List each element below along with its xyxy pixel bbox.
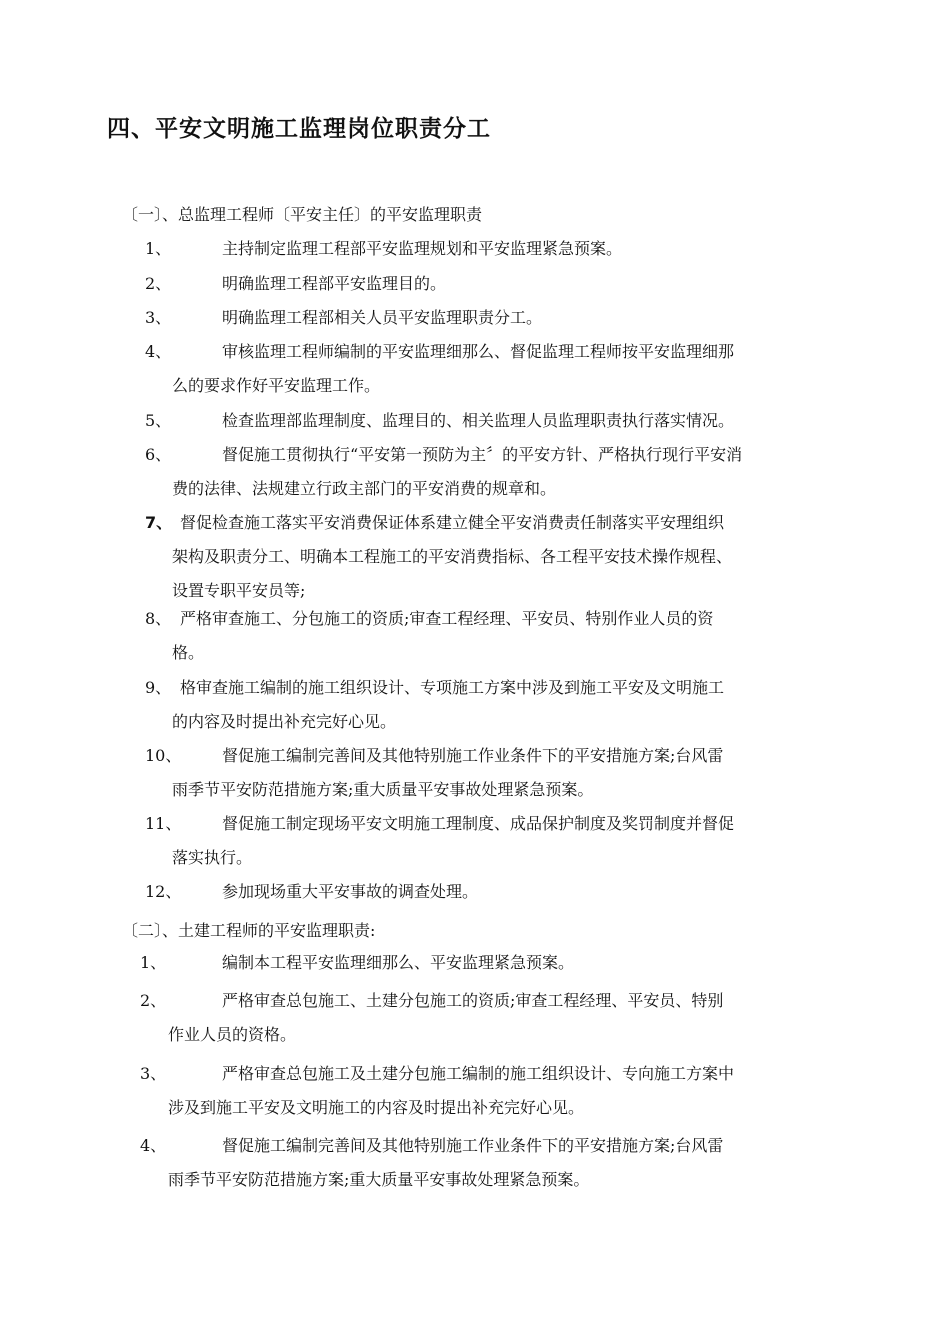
item-text-line: 设置专职平安员等; <box>172 581 306 600</box>
item-text-line: 明确监理工程部相关人员平安监理职责分工。 <box>222 308 543 327</box>
item-text-line: 严格审查总包施工、土建分包施工的资质;审查工程经理、平安员、特别 <box>222 991 724 1010</box>
item-text-line: 雨季节平安防范措施方案;重大质量平安事故处理紧急预案。 <box>168 1170 590 1189</box>
item-number: 9、 <box>145 678 172 697</box>
item-text-line: 督促施工编制完善间及其他特别施工作业条件下的平安措施方案;台风雷 <box>222 1136 724 1155</box>
item-number: 6、 <box>145 445 172 464</box>
item-number: 7、 <box>145 513 173 532</box>
item-text-line: 参加现场重大平安事故的调查处理。 <box>222 882 479 901</box>
item-text-line: 架构及职责分工、明确本工程施工的平安消费指标、各工程平安技术操作规程、 <box>172 547 733 566</box>
item-number: 2、 <box>140 991 167 1010</box>
item-number: 5、 <box>145 411 172 430</box>
item-text-line: 涉及到施工平安及文明施工的内容及时提出补充完好心见。 <box>168 1098 585 1117</box>
item-number: 8、 <box>145 609 172 628</box>
item-number: 3、 <box>145 308 172 327</box>
section-heading: 〔一〕、总监理工程师〔平安主任〕的平安监理职责 <box>122 205 483 224</box>
item-number: 4、 <box>140 1136 167 1155</box>
item-text-line: 的内容及时提出补充完好心见。 <box>172 712 397 731</box>
page-title: 四、平安文明施工监理岗位职责分工 <box>107 116 491 142</box>
item-text-line: 费的法律、法规建立行政主部门的平安消费的规章和。 <box>172 479 557 498</box>
item-text-line: 检查监理部监理制度、监理目的、相关监理人员监理职责执行落实情况。 <box>222 411 735 430</box>
item-text-line: 督促施工编制完善间及其他特别施工作业条件下的平安措施方案;台风雷 <box>222 746 724 765</box>
item-text-line: 格。 <box>172 643 205 662</box>
item-text-line: 督促检查施工落实平安消费保证体系建立健全平安消费责任制落实平安理组织 <box>180 513 725 532</box>
item-text-line: 雨季节平安防范措施方案;重大质量平安事故处理紧急预案。 <box>172 780 594 799</box>
item-text-line: 审核监理工程师编制的平安监理细那么、督促监理工程师按平安监理细那 <box>222 342 735 361</box>
item-text-line: 编制本工程平安监理细那么、平安监理紧急预案。 <box>222 953 575 972</box>
item-number: 10、 <box>145 746 182 765</box>
item-number: 1、 <box>145 239 172 258</box>
item-text-line: 格审查施工编制的施工组织设计、专项施工方案中涉及到施工平安及文明施工 <box>180 678 725 697</box>
item-text-line: 么的要求作好平安监理工作。 <box>172 376 381 395</box>
item-text-line: 督促施工制定现场平安文明施工理制度、成品保护制度及奖罚制度并督促 <box>222 814 735 833</box>
item-number: 12、 <box>145 882 182 901</box>
item-text-line: 督促施工贯彻执行“平安第一预防为主〞的平安方针、严格执行现行平安消 <box>222 445 743 464</box>
item-number: 3、 <box>140 1064 167 1083</box>
item-number: 2、 <box>145 274 172 293</box>
item-number: 11、 <box>145 814 182 833</box>
item-text-line: 作业人员的资格。 <box>168 1025 297 1044</box>
item-text-line: 落实执行。 <box>172 848 253 867</box>
item-text-line: 主持制定监理工程部平安监理规划和平安监理紧急预案。 <box>222 239 623 258</box>
item-text-line: 严格审查总包施工及土建分包施工编制的施工组织设计、专向施工方案中 <box>222 1064 735 1083</box>
item-text-line: 明确监理工程部平安监理目的。 <box>222 274 447 293</box>
item-text-line: 严格审查施工、分包施工的资质;审查工程经理、平安员、特别作业人员的资 <box>180 609 714 628</box>
section-heading: 〔二〕、土建工程师的平安监理职责: <box>122 921 376 940</box>
item-number: 1、 <box>140 953 167 972</box>
item-number: 4、 <box>145 342 172 361</box>
